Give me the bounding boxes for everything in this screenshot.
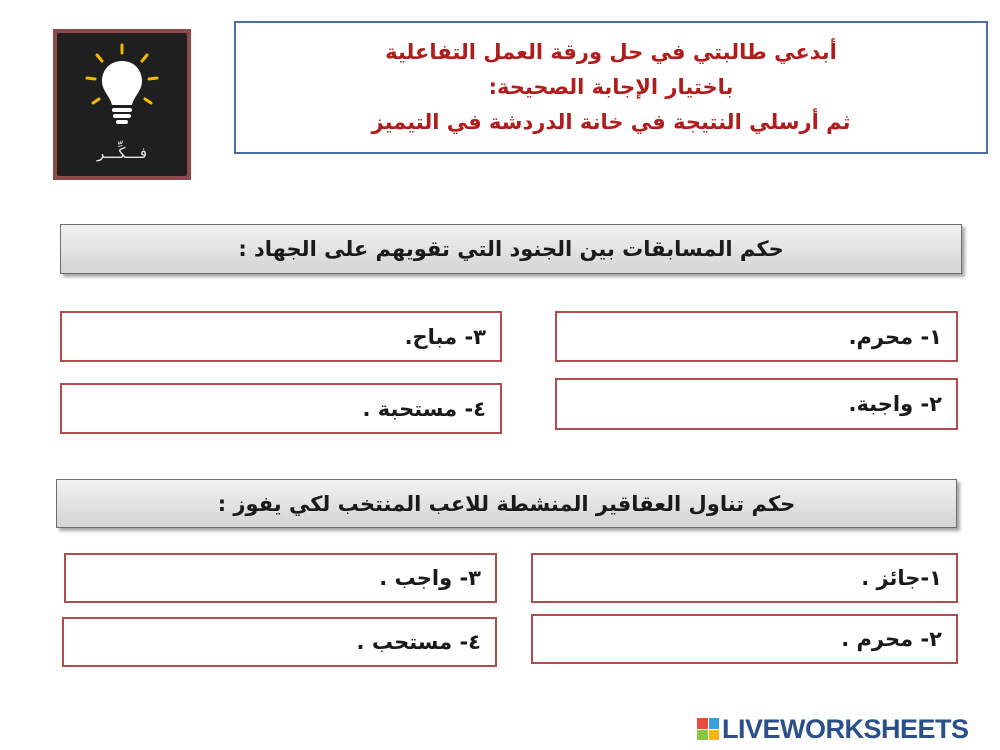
logo-label: فـــكِّـــر <box>96 144 148 162</box>
question-1: حكم المسابقات بين الجنود التي تقويهم على الجهاد : <box>60 224 962 274</box>
think-logo <box>53 29 191 180</box>
logo-panel <box>57 33 187 176</box>
q2-option-3[interactable]: ٣- واجب . <box>64 553 497 603</box>
liveworksheets-brand <box>697 714 969 744</box>
instruction-line: أبدعي طالبتي في حل ورقة العمل التفاعلية <box>385 40 837 64</box>
question-2: حكم تناول العقاقير المنشطة للاعب المنتخب لكي يفوز : <box>56 479 957 528</box>
brand-grid-icon <box>697 718 719 740</box>
q2-option-2[interactable]: ٢- محرم . <box>531 614 958 664</box>
q1-option-3[interactable]: ٣- مباح. <box>60 311 502 362</box>
q1-option-1[interactable]: ١- محرم. <box>555 311 958 362</box>
q2-option-4[interactable]: ٤- مستحب . <box>62 617 497 667</box>
q1-option-4[interactable]: ٤- مستحبة . <box>60 383 502 434</box>
q1-option-2[interactable]: ٢- واجبة. <box>555 378 958 430</box>
brand-name: LIVEWORKSHEETS <box>722 713 969 744</box>
instruction-line: ثم أرسلي النتيجة في خانة الدردشة في التيميز <box>371 110 851 134</box>
q2-option-1[interactable]: ١-جائز . <box>531 553 958 603</box>
instruction-box <box>234 21 988 154</box>
instruction-line: باختيار الإجابة الصحيحة: <box>488 75 734 99</box>
